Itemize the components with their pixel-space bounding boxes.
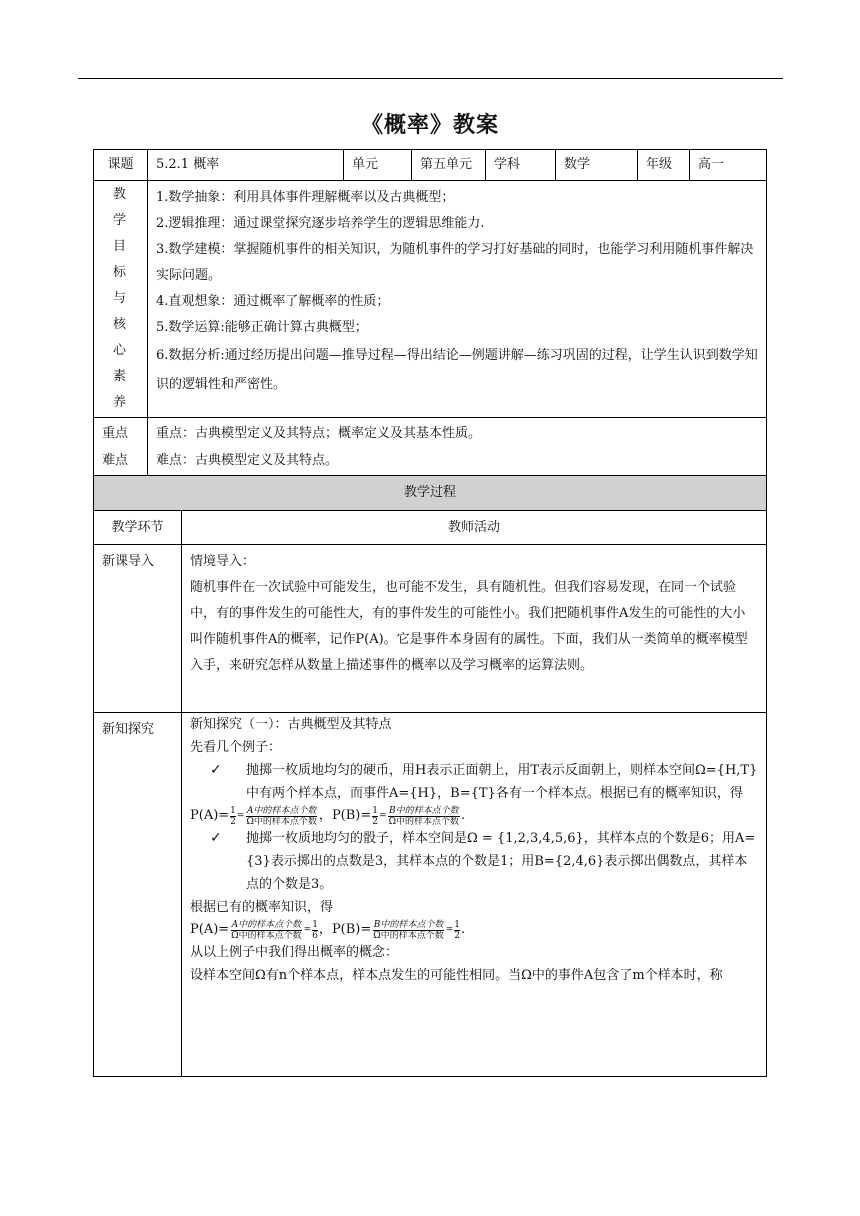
unit-label: 单元 (344, 150, 412, 181)
checkmark-icon: ✓ (210, 830, 222, 846)
goal-item: 5.数学运算:能够正确计算古典概型； (156, 320, 368, 335)
course-label: 课题 (94, 150, 148, 181)
subject-value: 数学 (556, 150, 638, 181)
subject-label: 学科 (486, 150, 556, 181)
goals-content (148, 181, 767, 418)
probability-definition: 设样本空间Ω有n个样本点，样本点发生的可能性相同。当Ω中的事件A包含了m个样本时，称 (190, 968, 723, 983)
page-title: 《概率》教案 (360, 113, 499, 138)
grade-label: 年级 (638, 150, 690, 181)
course-value: 5.2.1 概率 (148, 150, 344, 181)
conclusion-lead: 从以上例子中我们得出概率的概念： (190, 945, 399, 960)
lesson-plan-table (93, 149, 767, 1077)
explore-content (182, 713, 767, 1077)
formula-1: P(A)= $\frac{1}{2}$ = $\frac{\text{A中的样本点个数}}{\text{Ω中的样本点个数}}$ ， P(B)= $\frac{1}{2}$ = $\frac{\text{B中的样本点个数}}{\text{Ω中的样本点个数}}$ . (190, 805, 466, 827)
formula-2: P(A)= $\frac{\text{A中的样本点个数}}{\text{Ω中的样本点个数}}$ = $\frac{1}{6}$ ， P(B)= $\frac{\text{B中的样本点个数}}{\text{Ω中的样本点个数}}$ = $\frac{1}{2}$ . (190, 919, 466, 941)
goal-item: 3.数学建模：掌握随机事件的相关知识，为随机事件的学习打好基础的同时，也能学习利用随机事件解决实际问题。 (156, 242, 754, 283)
keypoints-label: 重点 难点 (94, 418, 148, 476)
goal-item: 1.数学抽象：利用具体事件理解概率以及古典概型； (156, 190, 455, 205)
explore-stage: 新知探究 (94, 713, 182, 1077)
stage-column-header: 教学环节 (94, 511, 182, 545)
header-rule (78, 78, 783, 79)
explore-subtitle: 新知探究（一）：古典概型及其特点 (190, 717, 392, 732)
key-point-text: 重点：古典模型定义及其特点；概率定义及其基本性质。 (156, 425, 482, 441)
goals-label: 教 学 目 标 与 核 心 素 养 (94, 181, 148, 418)
goal-item: 6.数据分析:通过经历提出问题—推导过程—得出结论—例题讲解—练习巩固的过程，让学生认识到数学知识的逻辑性和严密性。 (156, 348, 758, 392)
goal-item: 2.逻辑推理：通过课堂探究逐步培养学生的逻辑思维能力. (156, 216, 485, 231)
intro-subtitle: 情境导入： (190, 554, 256, 569)
example-1: ✓ 抛掷一枚质地均匀的硬币，用H表示正面朝上，用T表示反面朝上，则样本空间Ω={H,T}中有两个样本点，而事件A={H}，B={T}各有一个样本点。根据已有的概率知识，得 (210, 759, 758, 805)
intro-text: 随机事件在一次试验中可能发生，也可能不发生，具有随机性。但我们容易发现，在同一个试验中，有的事件发生的可能性大，有的事件发生的可能性小。我们把随机事件A发生的可能性的大小叫作随机事件A的概率，记作P(A)。它是事件本身固有的属性。下面，我们从一类简单的概率模型入手，来研究怎样从数量上描述事件的概率以及学习概率的运算法则。 (190, 580, 748, 673)
process-heading: 教学过程 (94, 476, 767, 511)
unit-value: 第五单元 (412, 150, 486, 181)
explore-lead: 先看几个例子： (190, 740, 282, 755)
explore-lead-2: 根据已有的概率知识，得 (190, 900, 334, 915)
difficult-point-text: 难点：古典模型定义及其特点。 (156, 452, 339, 468)
example-2: ✓ 抛掷一枚质地均匀的骰子，样本空间是Ω = {1,2,3,4,5,6}，其样本点的个数是6；用A={3}表示掷出的点数是3，其样本点的个数是1；用B={2,4,6}表示掷出偶数点，其样本点的个数是3。 (210, 827, 758, 896)
checkmark-icon: ✓ (210, 762, 222, 778)
intro-stage: 新课导入 (94, 545, 182, 713)
intro-content (182, 545, 767, 713)
activity-column-header: 教师活动 (182, 511, 767, 545)
goal-item: 4.直观想象：通过概率了解概率的性质； (156, 294, 390, 309)
grade-value: 高一 (690, 150, 767, 181)
keypoints-content (148, 418, 767, 476)
